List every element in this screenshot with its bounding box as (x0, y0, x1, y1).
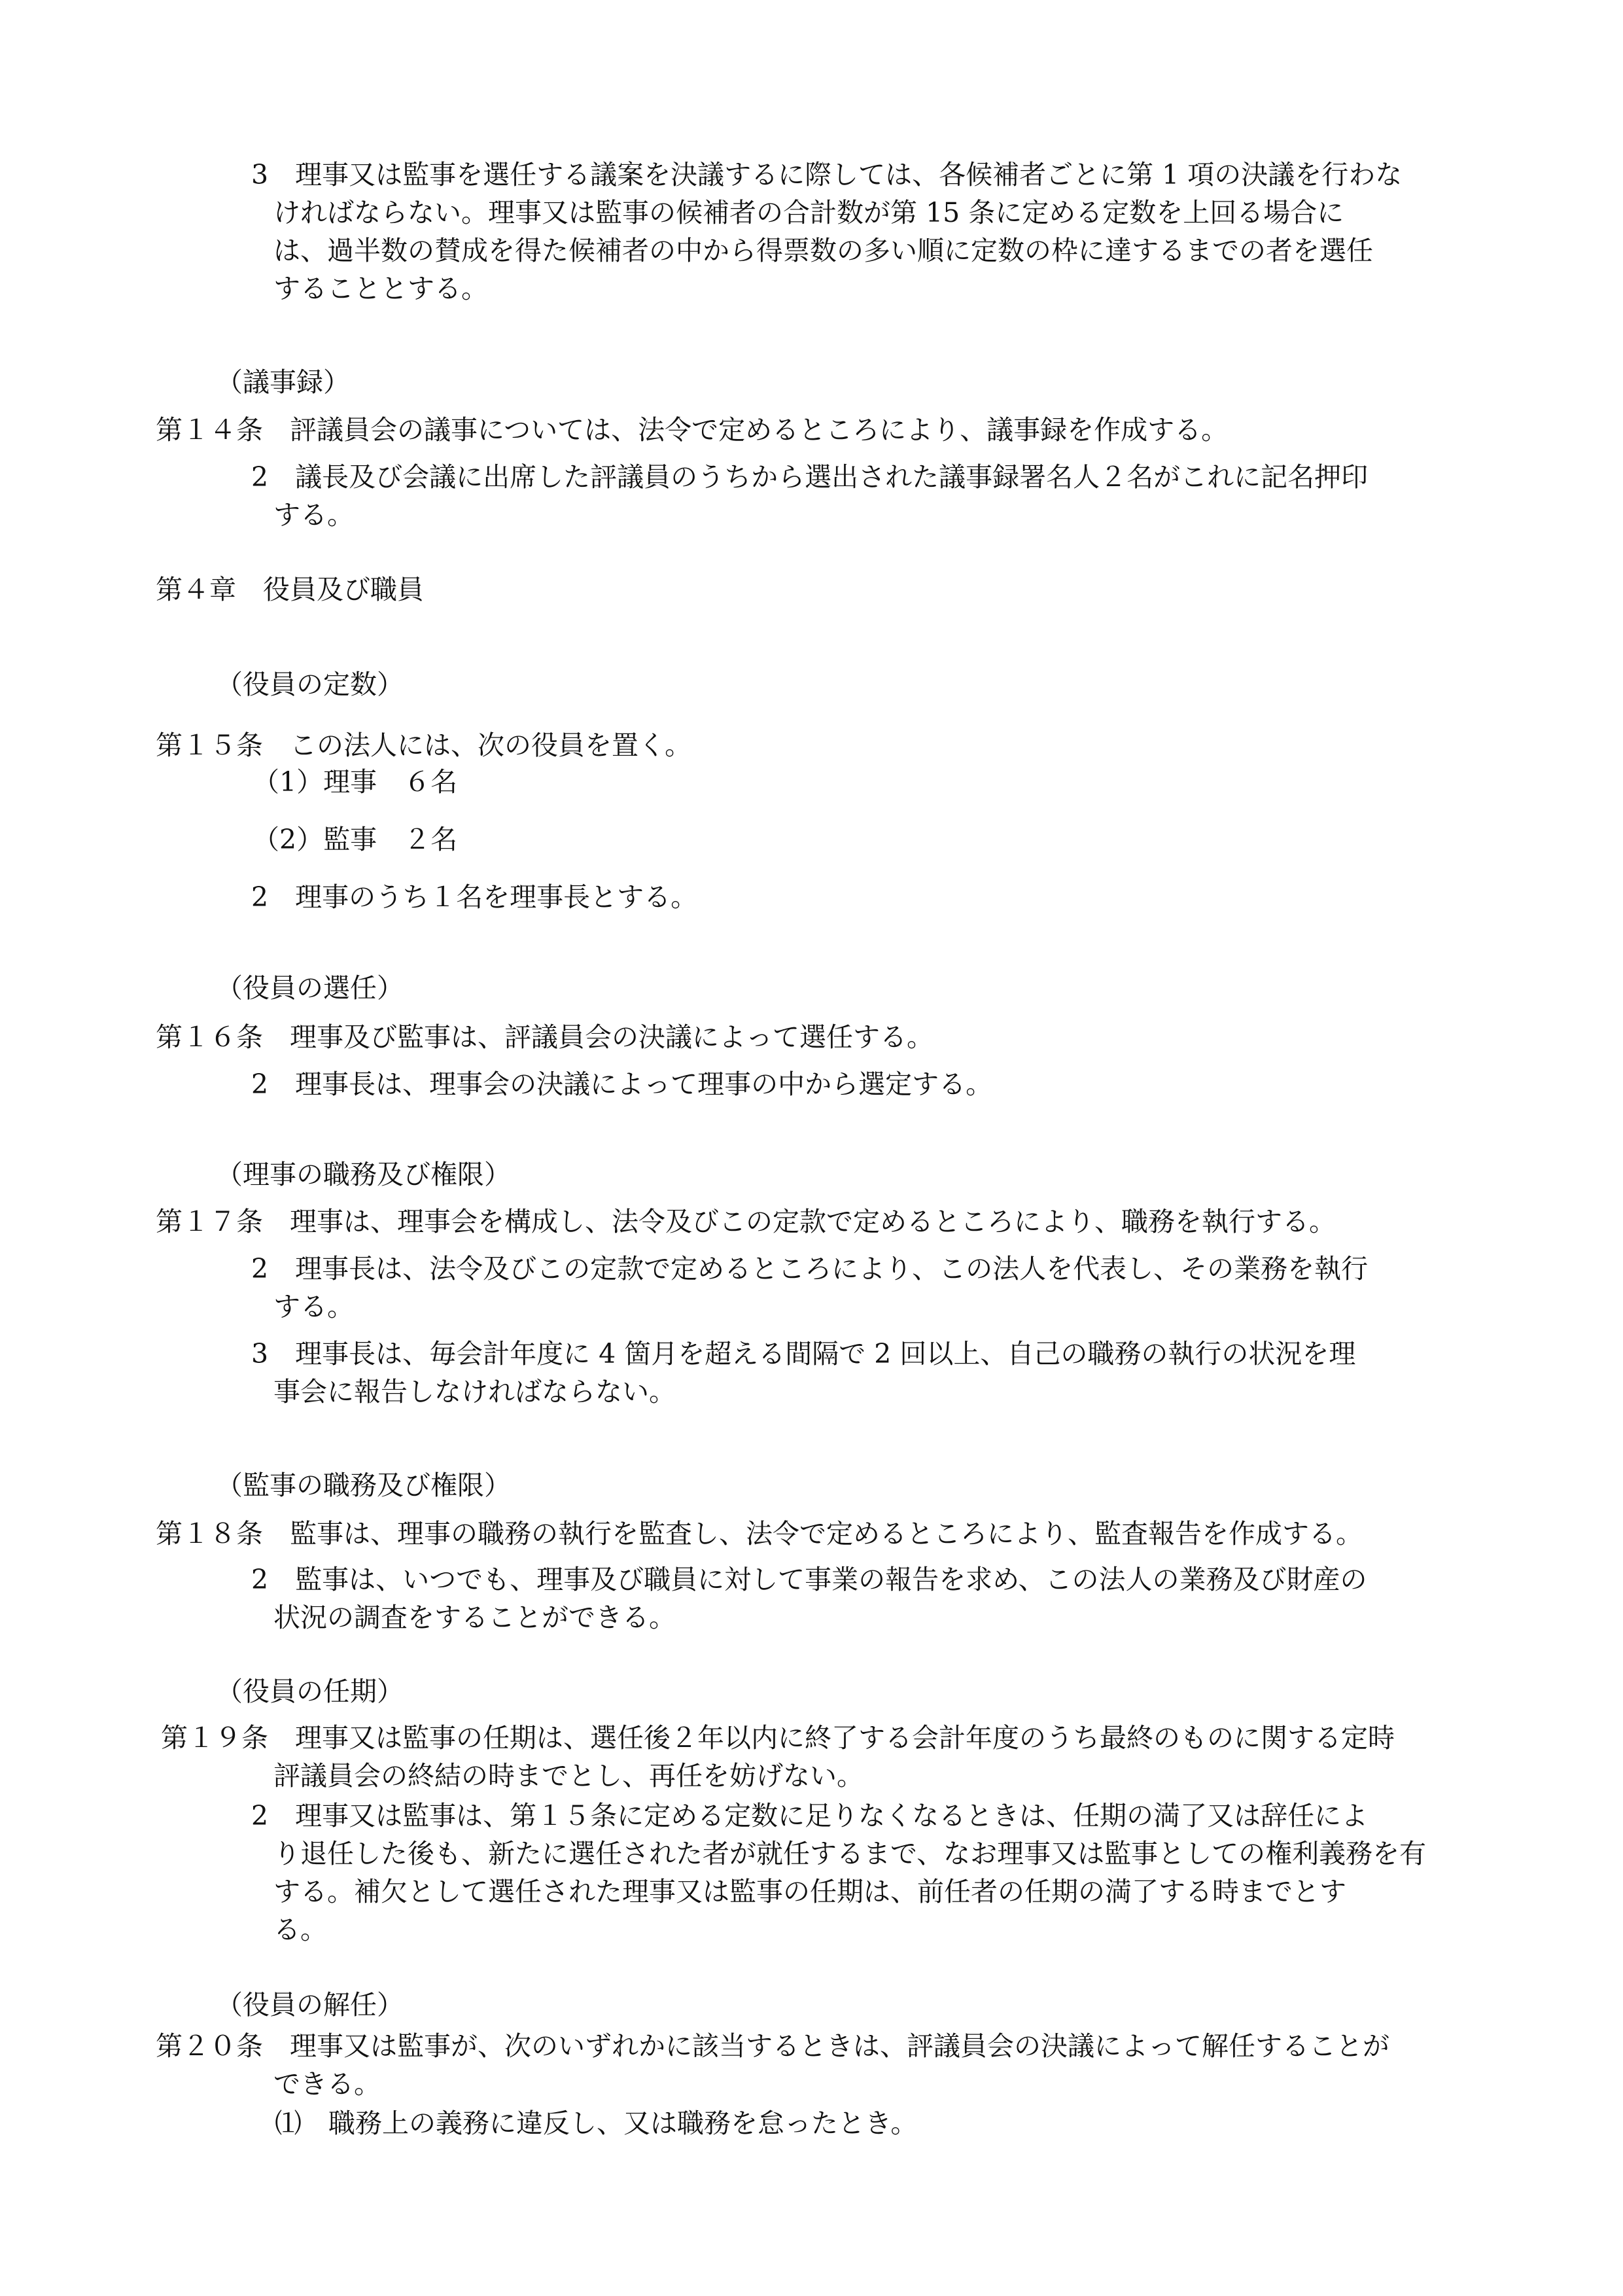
art20-line1: 第２０条 理事又は監事が、次のいずれかに該当するときは、評議員会の決議によって解任することが (156, 2030, 1389, 2062)
art14-line1: 第１４条 評議員会の議事については、法令で定めるところにより、議事録を作成する。 (156, 414, 1229, 446)
art16-para2: 2 理事長は、理事会の決議によって理事の中から選定する。 (251, 1069, 993, 1100)
art17-para2-line2: する。 (273, 1291, 354, 1322)
art17-line1: 第１７条 理事は、理事会を構成し、法令及びこの定款で定めるところにより、職務を執行する。 (156, 1206, 1336, 1237)
art13-para3-line2: ければならない。理事又は監事の候補者の合計数が第 15 条に定める定数を上回る場合に (273, 197, 1344, 228)
art19-line1: 第１９条 理事又は監事の任期は、選任後２年以内に終了する会計年度のうち最終のものに関する定時 (161, 1722, 1395, 1754)
art19-caption: （役員の任期） (216, 1676, 404, 1707)
art17-para3-line1: 3 理事長は、毎会計年度に 4 箇月を超える間隔で 2 回以上、自己の職務の執行の状況を理 (251, 1338, 1356, 1369)
art15-item1: （1）理事 ６名 (253, 766, 458, 798)
art20-item1: ⑴ 職務上の義務に違反し、又は職務を怠ったとき。 (275, 2108, 918, 2139)
art19-para2-line1: 2 理事又は監事は、第１５条に定める定数に足りなくなるときは、任期の満了又は辞任によ (251, 1800, 1369, 1831)
art14-para2-line1: 2 議長及び会議に出席した評議員のうちから選出された議事録署名人２名がこれに記名押印 (251, 461, 1369, 493)
art18-para2-line2: 状況の調査をすることができる。 (273, 1602, 676, 1633)
chapter-4-title: 第４章 役員及び職員 (156, 574, 424, 605)
art13-para3-line3: は、過半数の賛成を得た候補者の中から得票数の多い順に定数の枠に達するまでの者を選任 (273, 235, 1373, 266)
art20-caption: （役員の解任） (216, 1989, 404, 2021)
art18-para2-line1: 2 監事は、いつでも、理事及び職員に対して事業の報告を求め、この法人の業務及び財産の (251, 1564, 1367, 1595)
art17-para2-line1: 2 理事長は、法令及びこの定款で定めるところにより、この法人を代表し、その業務を執行 (251, 1253, 1369, 1284)
art16-line1: 第１６条 理事及び監事は、評議員会の決議によって選任する。 (156, 1021, 934, 1053)
art15-line1: 第１５条 この法人には、次の役員を置く。 (156, 730, 692, 761)
art13-para3-line1: 3 理事又は監事を選任する議案を決議するに際しては、各候補者ごとに第 1 項の決議を行わな (251, 159, 1403, 190)
art17-para3-line2: 事会に報告しなければならない。 (273, 1376, 676, 1407)
art15-item2: （2）監事 ２名 (253, 824, 458, 855)
art13-para3-line4: することとする。 (273, 273, 488, 304)
art19-para2-line2: り退任した後も、新たに選任された者が就任するまで、なお理事又は監事としての権利義務を有 (273, 1838, 1427, 1869)
art15-para2: 2 理事のうち１名を理事長とする。 (251, 881, 698, 913)
art19-para2-line3: する。補欠として選任された理事又は監事の任期は、前任者の任期の満了する時までとす (273, 1876, 1346, 1907)
art14-para2-line2: する。 (273, 499, 354, 531)
art19-line2: 評議員会の終結の時までとし、再任を妨げない。 (273, 1760, 864, 1792)
art18-caption: （監事の職務及び権限） (216, 1470, 511, 1501)
art15-caption: （役員の定数） (216, 669, 404, 700)
art18-line1: 第１８条 監事は、理事の職務の執行を監査し、法令で定めるところにより、監査報告を作成する。 (156, 1518, 1363, 1549)
art17-caption: （理事の職務及び権限） (216, 1159, 511, 1190)
art19-para2-line4: る。 (273, 1914, 327, 1945)
art14-caption: （議事録） (216, 366, 350, 398)
art20-line2: できる。 (273, 2068, 381, 2100)
art16-caption: （役員の選任） (216, 972, 404, 1004)
